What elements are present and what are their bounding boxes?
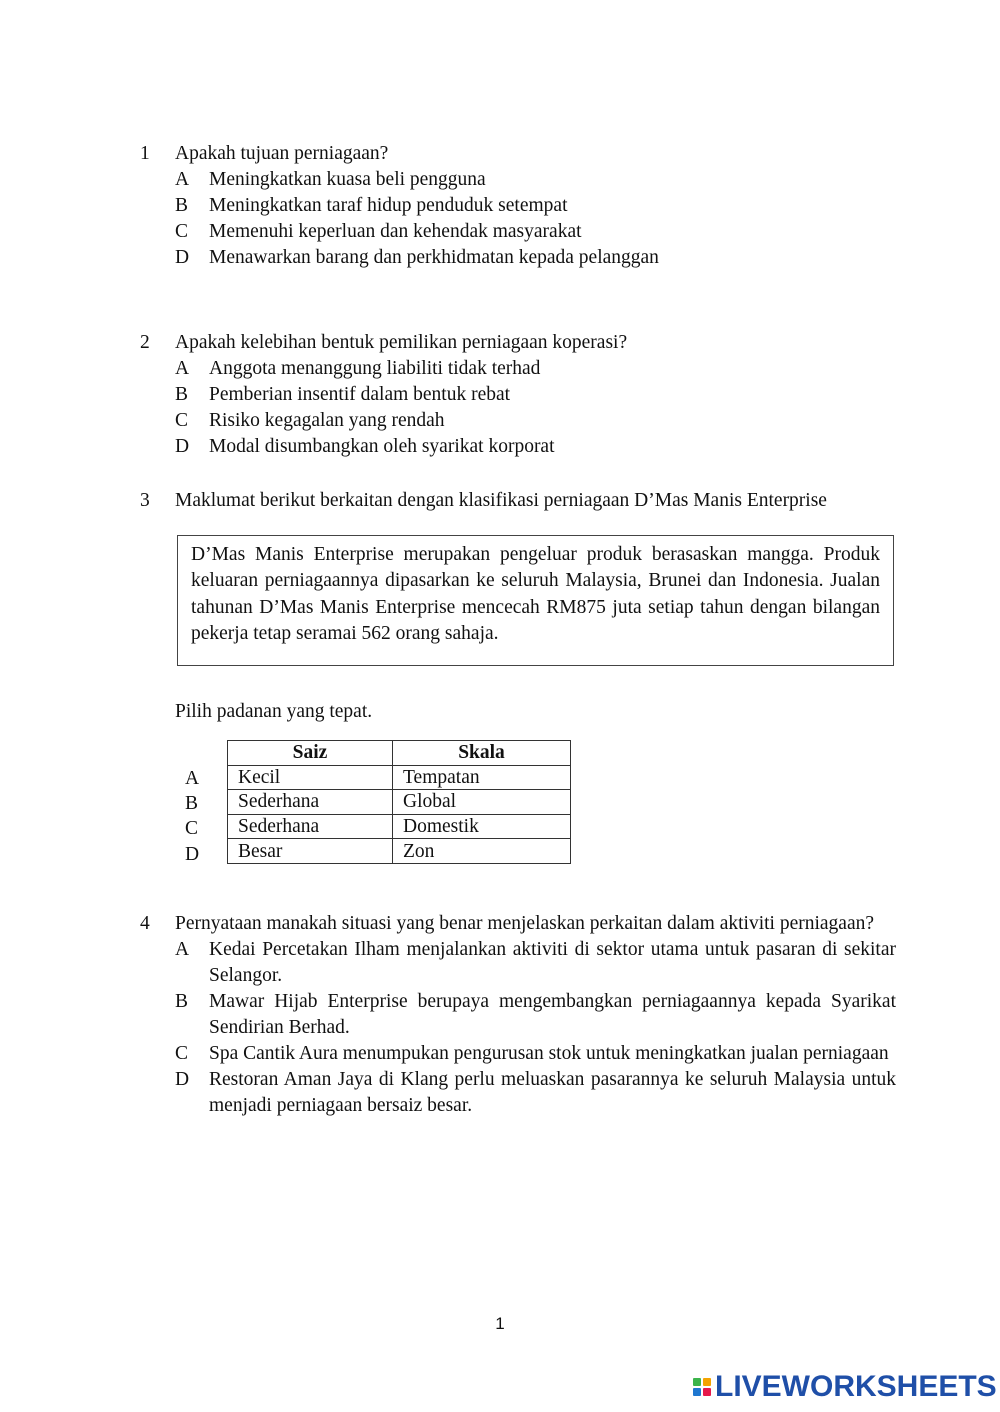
option-text: Mawar Hijab Enterprise berupaya mengembangkan perniagaannya kepada Syarikat Sendirian Berhad. — [209, 991, 896, 1038]
option-c[interactable] — [175, 219, 896, 245]
question-text: Apakah tujuan perniagaan? — [175, 143, 389, 164]
logo-square-icon — [693, 1388, 701, 1396]
liveworksheets-logo — [693, 1371, 997, 1403]
option-text: Restoran Aman Jaya di Klang perlu meluaskan pasarannya ke seluruh Malaysia untuk menjadi perniagaan bersaiz besar. — [209, 1069, 896, 1116]
question-text: Pernyataan manakah situasi yang benar menjelaskan perkaitan dalam aktiviti perniagaan? — [175, 913, 875, 934]
table-row[interactable] — [228, 790, 571, 815]
table-cell: Sederhana — [228, 790, 393, 815]
brand-name: LIVEWORKSHEETS — [715, 1370, 997, 1403]
option-letter: A — [175, 169, 190, 190]
option-d[interactable] — [175, 434, 896, 460]
table-row-letter[interactable]: C — [185, 818, 199, 839]
option-letter: D — [175, 1069, 190, 1090]
table-cell: Zon — [393, 839, 571, 864]
option-letter: A — [175, 939, 190, 960]
column-header-skala: Skala — [393, 741, 571, 766]
option-c[interactable] — [175, 1041, 896, 1067]
page-number: 1 — [495, 1314, 505, 1333]
column-header-saiz: Saiz — [228, 741, 393, 766]
option-d[interactable] — [175, 245, 896, 271]
table-cell: Besar — [228, 839, 393, 864]
question-number: 2 — [140, 332, 150, 353]
option-c[interactable] — [175, 408, 896, 434]
option-letter: A — [175, 358, 190, 379]
question-4 — [140, 911, 896, 1119]
table-row[interactable] — [228, 765, 571, 790]
option-letter: C — [175, 410, 189, 431]
option-text: Modal disumbangkan oleh syarikat korporat — [209, 436, 555, 457]
option-text: Meningkatkan kuasa beli pengguna — [209, 169, 486, 190]
logo-square-icon — [703, 1388, 711, 1396]
question-number: 4 — [140, 913, 150, 934]
question-3 — [140, 488, 896, 514]
answer-table — [227, 740, 571, 864]
option-text: Risiko kegagalan yang rendah — [209, 410, 445, 431]
option-text: Meningkatkan taraf hidup penduduk setempat — [209, 195, 568, 216]
option-b[interactable] — [175, 989, 896, 1041]
passage-box: D’Mas Manis Enterprise merupakan pengeluar produk berasaskan mangga. Produk keluaran perniagaannya dipasarkan ke seluruh Malaysia, Brunei dan Indonesia. Jualan tahunan D’Mas Manis Enterprise mencecah RM875 juta setiap tahun dengan bilangan pekerja tetap seramai 562 orang sahaja. — [177, 535, 894, 666]
table-row[interactable] — [228, 839, 571, 864]
logo-square-icon — [693, 1378, 701, 1386]
option-text: Anggota menanggung liabiliti tidak terhad — [209, 358, 541, 379]
question-1 — [140, 141, 896, 271]
table-row-letter[interactable]: D — [185, 844, 200, 865]
option-b[interactable] — [175, 193, 896, 219]
option-d[interactable] — [175, 1067, 896, 1119]
option-letter: D — [175, 436, 190, 457]
table-row-letter[interactable]: B — [185, 793, 199, 814]
option-letter: B — [175, 991, 189, 1012]
table-cell: Global — [393, 790, 571, 815]
option-letter: B — [175, 195, 189, 216]
table-row[interactable] — [228, 814, 571, 839]
instruction-text: Pilih padanan yang tepat. — [175, 701, 373, 722]
option-a[interactable] — [175, 167, 896, 193]
option-a[interactable] — [175, 356, 896, 382]
option-text: Memenuhi keperluan dan kehendak masyarakat — [209, 221, 582, 242]
option-text: Pemberian insentif dalam bentuk rebat — [209, 384, 511, 405]
question-text: Maklumat berikut berkaitan dengan klasifikasi perniagaan D’Mas Manis Enterprise — [175, 490, 827, 511]
logo-square-icon — [703, 1378, 711, 1386]
table-cell: Domestik — [393, 814, 571, 839]
table-header-row — [228, 741, 571, 766]
table-cell: Tempatan — [393, 765, 571, 790]
question-number: 3 — [140, 490, 150, 511]
option-letter: B — [175, 384, 189, 405]
question-2 — [140, 330, 896, 460]
table-row-letter[interactable]: A — [185, 768, 200, 789]
table-cell: Sederhana — [228, 814, 393, 839]
option-text: Menawarkan barang dan perkhidmatan kepada pelanggan — [209, 247, 659, 268]
option-a[interactable] — [175, 937, 896, 989]
option-text: Kedai Percetakan Ilham menjalankan aktiviti di sektor utama untuk pasaran di sekitar Selangor. — [209, 939, 896, 986]
table-cell: Kecil — [228, 765, 393, 790]
option-letter: C — [175, 221, 189, 242]
option-b[interactable] — [175, 382, 896, 408]
option-text: Spa Cantik Aura menumpukan pengurusan stok untuk meningkatkan jualan perniagaan — [209, 1043, 889, 1064]
question-number: 1 — [140, 143, 150, 164]
option-letter: D — [175, 247, 190, 268]
question-text: Apakah kelebihan bentuk pemilikan perniagaan koperasi? — [175, 332, 628, 353]
logo-grid-icon — [693, 1378, 711, 1396]
option-letter: C — [175, 1043, 189, 1064]
